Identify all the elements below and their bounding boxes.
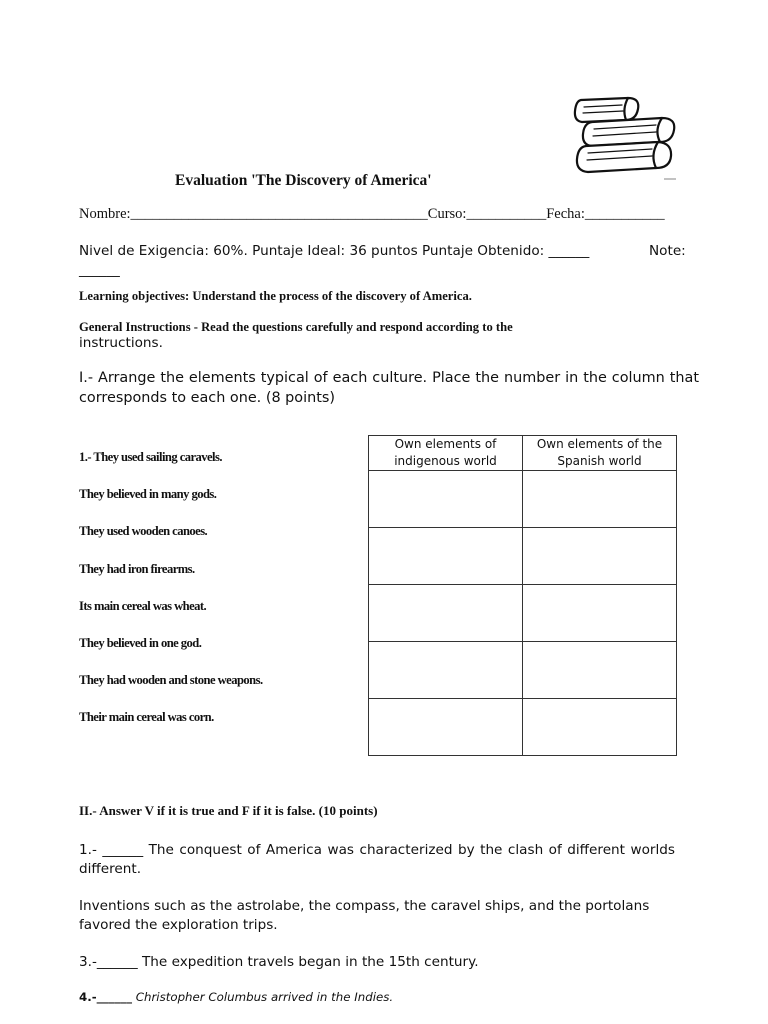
true-false-question-1: 1.- ______ The conquest of America was characterized by the clash of different worlds different.: [79, 842, 675, 877]
culture-item: 1.- They used sailing caravels.: [79, 450, 222, 464]
table-row: [369, 528, 677, 585]
culture-item: They believed in one god.: [79, 636, 202, 650]
spanish-answer-cell[interactable]: [523, 585, 677, 642]
indigenous-column-header: Own elements of indigenous world: [369, 436, 523, 471]
culture-item: They believed in many gods.: [79, 487, 217, 501]
indigenous-answer-cell[interactable]: [369, 699, 523, 756]
culture-classification-table: [368, 435, 677, 756]
table-row: [369, 642, 677, 699]
page-title: Evaluation 'The Discovery of America': [175, 172, 432, 189]
indigenous-answer-cell[interactable]: [369, 642, 523, 699]
table-header-row: [369, 436, 677, 471]
culture-item: Its main cereal was wheat.: [79, 599, 207, 613]
note-label: Note:: [649, 243, 686, 259]
true-false-question-3: 3.-______ The expedition travels began in the 15th century.: [79, 954, 479, 970]
question-4-blank: 4.-______: [79, 990, 132, 1004]
stack-of-books-icon: [572, 96, 684, 184]
spanish-column-header: Own elements of the Spanish world: [523, 436, 677, 471]
culture-item: They had wooden and stone weapons.: [79, 673, 263, 687]
general-instructions-continuation: instructions.: [79, 335, 163, 351]
culture-item: Their main cereal was corn.: [79, 710, 214, 724]
true-false-question-2: Inventions such as the astrolabe, the compass, the caravel ships, and the portolans favored the exploration trips.: [79, 898, 650, 933]
indigenous-answer-cell[interactable]: [369, 471, 523, 528]
true-false-question-4: [79, 990, 393, 1004]
general-instructions: General Instructions - Read the questions carefully and respond according to the: [79, 320, 513, 334]
table-row: [369, 471, 677, 528]
grading-text: Nivel de Exigencia: 60%. Puntaje Ideal: 36 puntos Puntaje Obtenido: ______: [79, 243, 590, 259]
culture-item: They used wooden canoes.: [79, 524, 208, 538]
spanish-answer-cell[interactable]: [523, 528, 677, 585]
student-info-line: Nombre:_________________________________________Curso:___________Fecha:___________: [79, 206, 665, 222]
indigenous-answer-cell[interactable]: [369, 585, 523, 642]
table-row: [369, 585, 677, 642]
spanish-answer-cell[interactable]: [523, 699, 677, 756]
question-4-text: Christopher Columbus arrived in the Indies.: [131, 990, 394, 1004]
culture-item: They had iron firearms.: [79, 562, 195, 576]
spanish-answer-cell[interactable]: [523, 471, 677, 528]
section-1-heading: I.- Arrange the elements typical of each culture. Place the number in the column that corresponds to each one. (8 points): [79, 370, 699, 406]
grading-line: [79, 242, 691, 280]
indigenous-answer-cell[interactable]: [369, 528, 523, 585]
table-row: [369, 699, 677, 756]
note-blank: ______: [79, 262, 120, 278]
section-2-heading: II.- Answer V if it is true and F if it is false. (10 points): [79, 803, 378, 818]
spanish-answer-cell[interactable]: [523, 642, 677, 699]
learning-objectives: Learning objectives: Understand the process of the discovery of America.: [79, 289, 472, 303]
